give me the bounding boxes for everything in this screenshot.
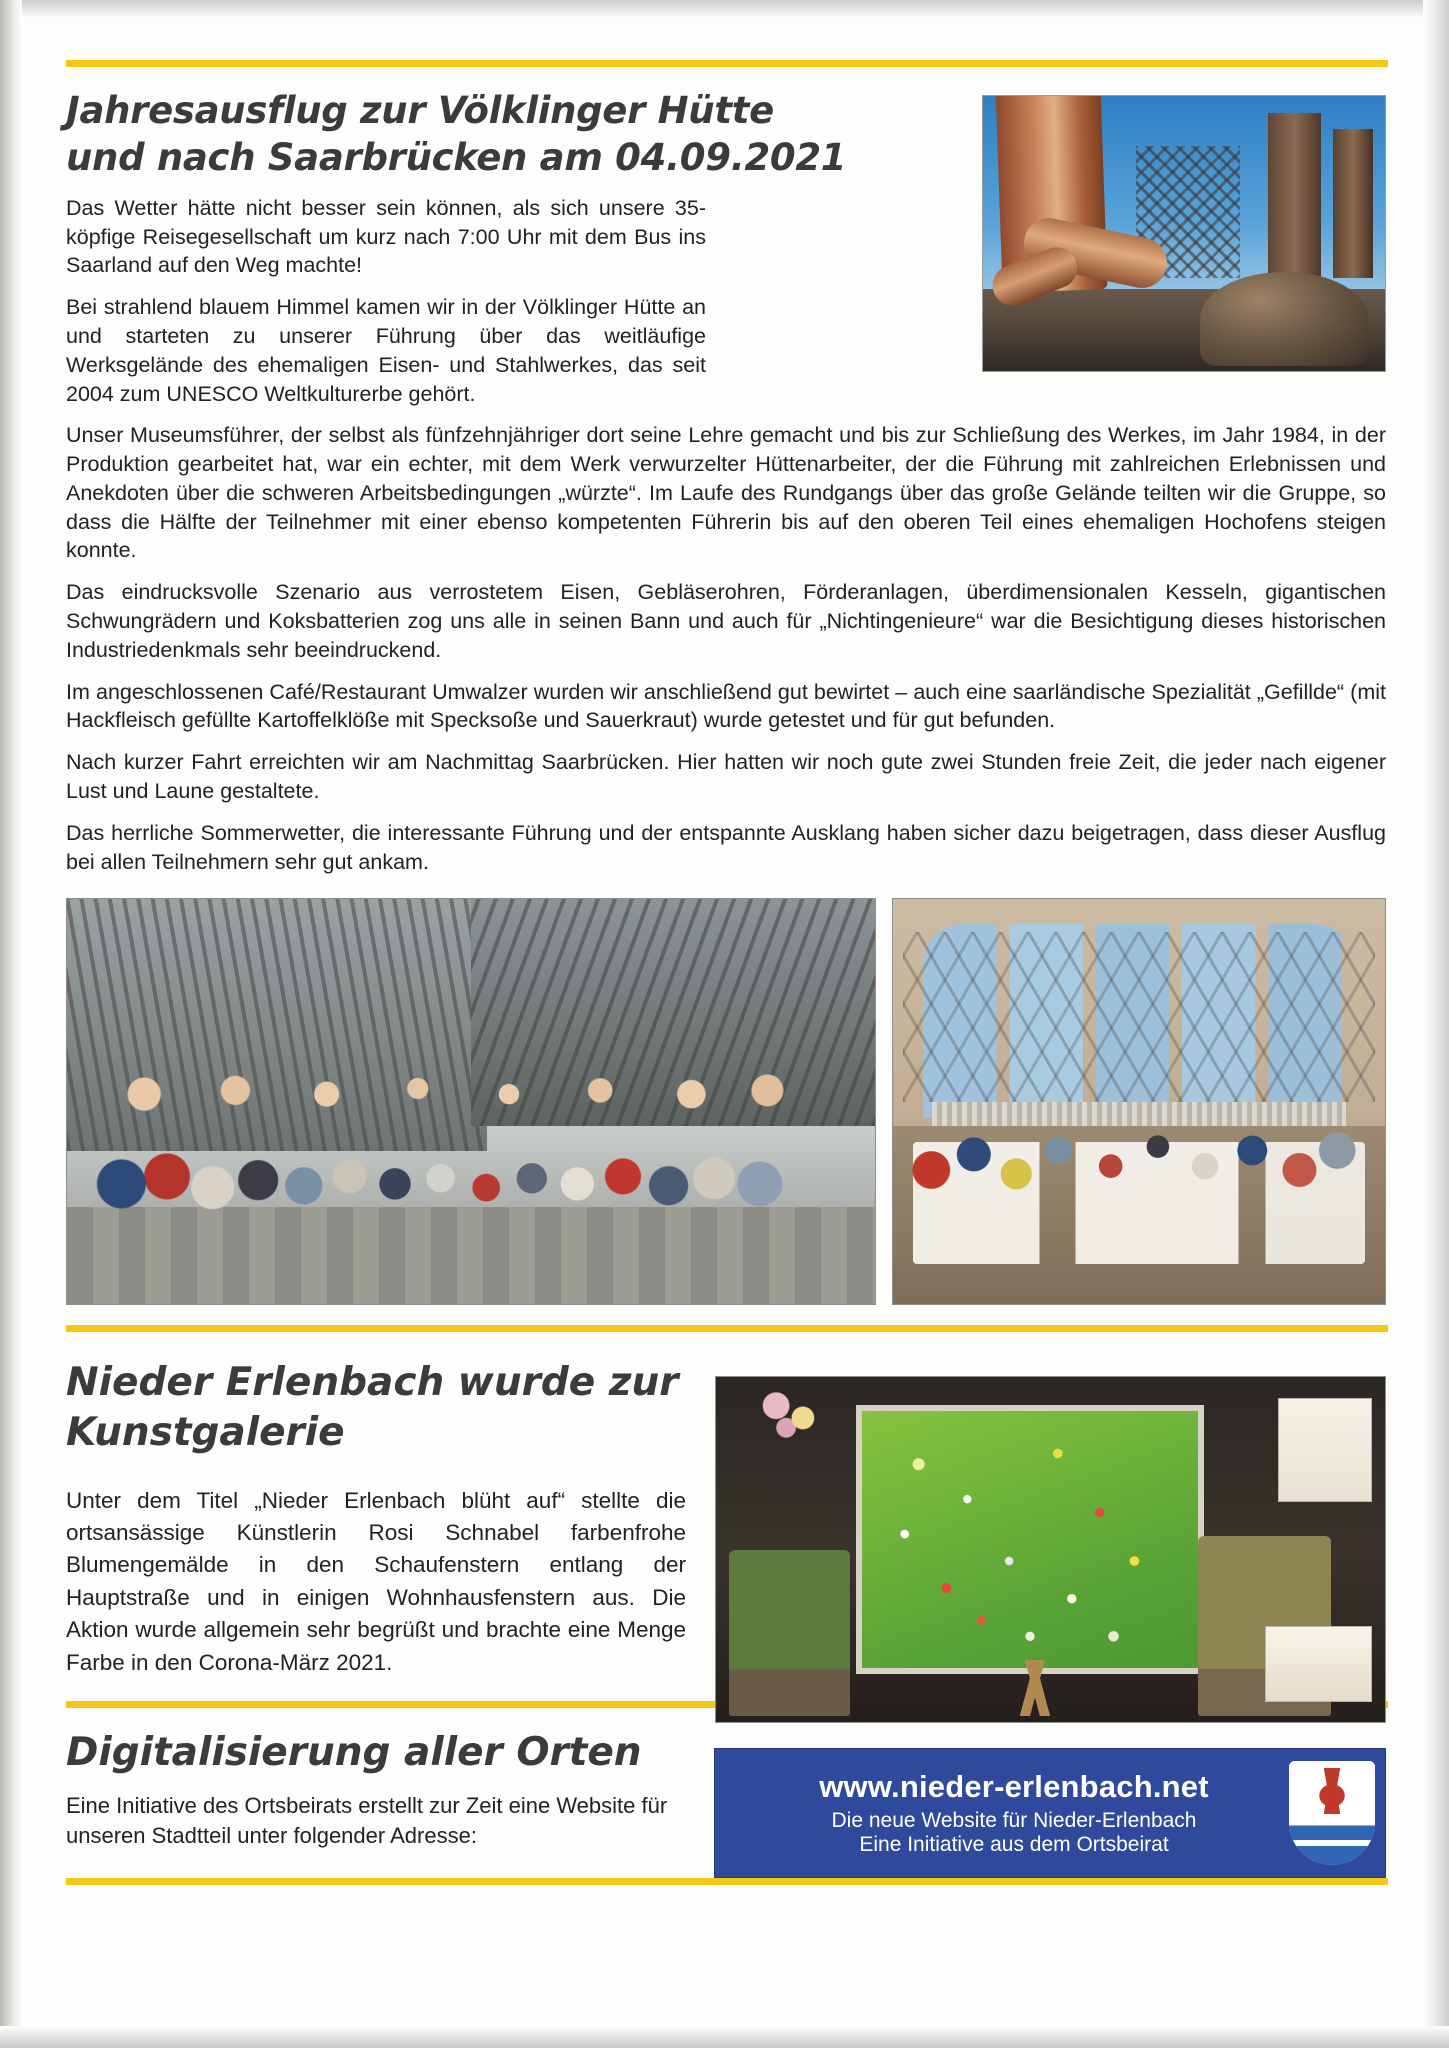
article-kunstgalerie — [66, 1358, 1386, 1679]
article-digitalisierung — [66, 1730, 1386, 1857]
article-paragraph: Unter dem Titel „Nieder Erlenbach blüht auf“ stellte die ortsansässige Künstlerin Rosi Schnabel farbenfrohe Blumengemälde in den Schaufenstern entlang der Hauptstraße und in einigen Wohnhausfenstern aus. Die Aktion wurde allgemein sehr begrüßt und brachte eine Menge Farbe in den Corona-März 2021. — [66, 1487, 686, 1675]
article-title-line1: Nieder Erlenbach wurde — [66, 1360, 596, 1406]
divider-rule-2 — [66, 1325, 1388, 1332]
article-title-line2: und nach Saarbrücken am 04.09.2021 — [66, 136, 847, 180]
divider-rule-top — [66, 60, 1388, 67]
website-url[interactable]: www.nieder-erlenbach.net — [819, 1769, 1209, 1805]
scan-edge-right — [1423, 0, 1449, 2048]
article-paragraph: Das herrliche Sommerwetter, die interessante Führung und der entspannte Ausklang haben sicher dazu beigetragen, dass dieser Ausflug bei allen Teilnehmern sehr gut ankam. — [66, 820, 1386, 874]
article-title — [66, 1358, 686, 1456]
banner-text-block — [749, 1769, 1279, 1857]
article-jahresausflug — [66, 87, 1386, 1305]
photo-reisegruppe — [66, 898, 876, 1305]
article-paragraph: Eine Initiative des Ortsbeirats erstellt zur Zeit eine Website für unseren Stadtteil unter folgender Adresse: — [66, 1793, 668, 1849]
divider-rule-4 — [66, 1878, 1388, 1885]
article-text-column — [66, 1730, 686, 1852]
article-paragraph: Bei strahlend blauem Himmel kamen wir in der Völklinger Hütte an und starteten zu unserer Führung über das weitläufige Werksgelände des ehemaligen Eisen- und Stahlwerkes, das seit 2004 zum UNESCO Weltkulturerbe gehört. — [66, 295, 706, 406]
article-paragraph: Nach kurzer Fahrt erreichten wir am Nachmittag Saarbrücken. Hier hatten wir noch gute zwei Stunden freie Zeit, die jeder nach eigener Lust und Laune gestaltete. — [66, 750, 1386, 804]
article-paragraph: Unser Museumsführer, der selbst als fünfzehnjähriger dort seine Lehre gemacht und bis zur Schließung des Werkes, im Jahr 1984, in der Produktion gearbeitet hat, war ein echter, mit dem Werk verwurzelter Hüttenarbeiter, der die Führung mit zahlreichen Erlebnissen und Anekdoten über die schweren Arbeitsbedingungen „würzte“. Im Laufe des Rundgangs über das große Gelände teilten wir die Gruppe, so dass die Hälfte der Teilnehmer mit einer ebenso kompetenten Führerin bis auf den oberen Teil eines ehemaligen Hochofens steigen konnte. — [66, 423, 1386, 563]
coat-of-arms-icon — [1289, 1761, 1375, 1865]
website-banner[interactable] — [714, 1748, 1386, 1878]
article-title-line1: Jahresausflug zur Völklinger Hütte — [66, 89, 774, 132]
photo-schaufenster-kunstgalerie — [715, 1376, 1386, 1723]
scan-edge-left — [0, 0, 22, 2048]
article-paragraph: Das Wetter hätte nicht besser sein können, als sich unsere 35-köpfige Reisegesellschaft um kurz nach 7:00 Uhr mit dem Bus ins Saarland auf den Weg machte! — [66, 195, 706, 278]
banner-subtitle-2: Eine Initiative aus dem Ortsbeirat — [859, 1833, 1169, 1857]
article-title-line2: zur Kunstgalerie — [66, 1360, 679, 1455]
photo-row — [66, 898, 1386, 1305]
photo-voelklinger-huette — [982, 95, 1386, 372]
article-text-column — [66, 1358, 686, 1679]
photo-cafe-umwalzer — [892, 898, 1386, 1305]
article-paragraph: Im angeschlossenen Café/Restaurant Umwalzer wurden wir anschließend gut bewirtet – auch eine saarländische Spezialität „Gefillde“ (mit Hackfleisch gefüllte Kartoffelklöße mit Specksoße und Sauerkraut) wurde getestet und für gut befunden. — [66, 679, 1386, 733]
article-title: Digitalisierung aller Orten — [66, 1730, 642, 1776]
page-content — [66, 0, 1386, 1885]
scan-edge-bottom — [0, 2026, 1449, 2048]
article-paragraph: Das eindrucksvolle Szenario aus verrostetem Eisen, Gebläserohren, Förderanlagen, überdimensionalen Kesseln, gigantischen Schwungrädern und Koksbatterien zog uns alle in seinen Bann und auch für „Nichtingenieure“ war die Besichtigung dieses historischen Industriedenkmals sehr beeindruckend. — [66, 580, 1386, 662]
banner-subtitle-1: Die neue Website für Nieder-Erlenbach — [831, 1809, 1197, 1833]
